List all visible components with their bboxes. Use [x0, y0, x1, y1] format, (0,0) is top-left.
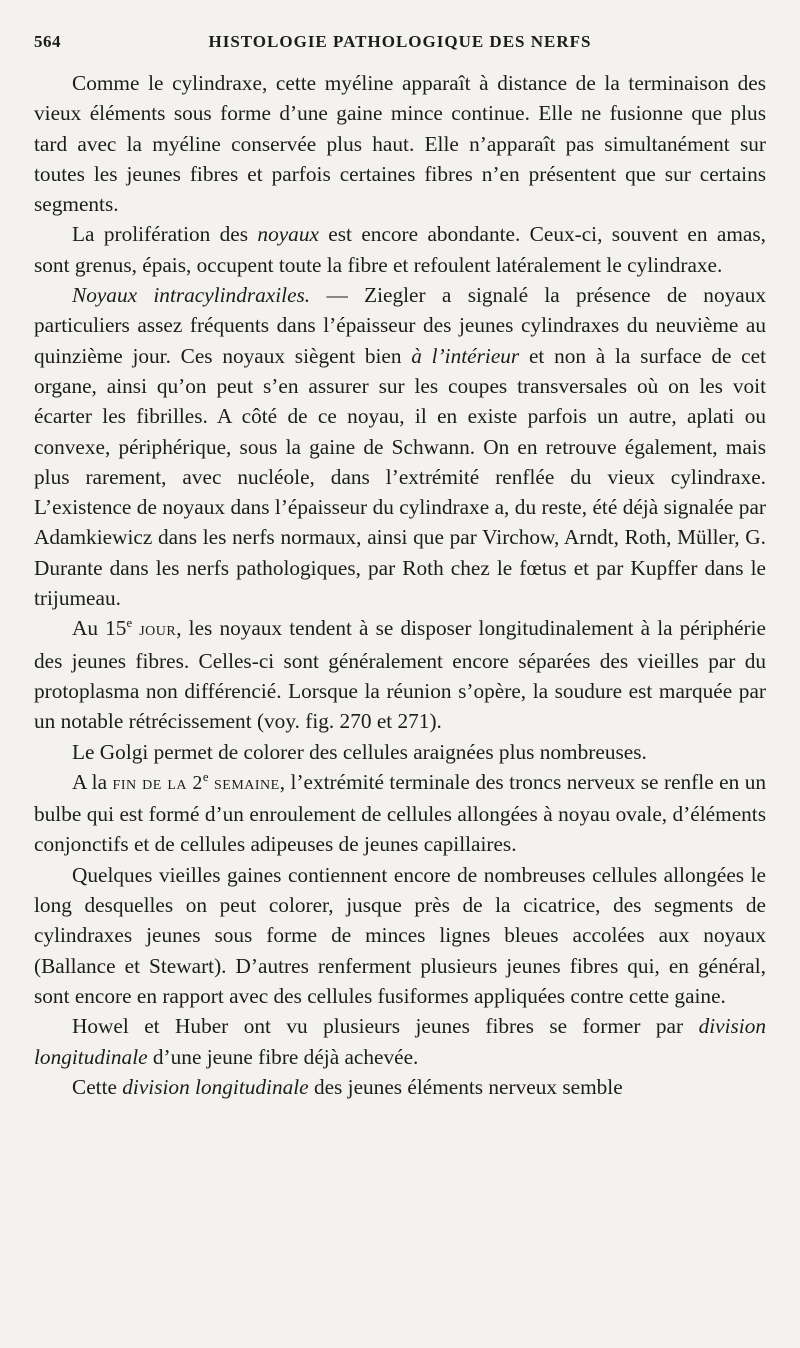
paragraph [34, 1011, 766, 1072]
paragraph [34, 280, 766, 613]
running-title: HISTOLOGIE PATHOLOGIQUE DES NERFS [208, 32, 592, 51]
paragraph [34, 219, 766, 280]
italic-text: Noyaux intracylindraxiles. [72, 283, 311, 308]
text-run: , les noyaux tendent à se disposer longitudinalement à la périphérie des jeunes fibres. Celles-ci sont généralement encore séparées des vieilles par du protoplasma non différencié. Lorsque la réunion s’opère, la soudure est marquée par un notable rétrécissement (voy. fig. 270 et 271). [34, 616, 767, 734]
italic-text: division longitudinale [34, 1014, 766, 1069]
text-run: Howel et Huber ont vu plusieurs jeunes fibres se former par [72, 1014, 699, 1039]
text-run: d’une jeune fibre déjà achevée. [147, 1044, 419, 1069]
text-run: est encore abondante. Ceux-ci, souvent en amas, sont grenus, épais, occupent toute la fibre et refoulent latéralement le cylindraxe. [34, 222, 766, 277]
italic-text: à l’intérieur [411, 343, 520, 368]
text-run: Comme le cylindraxe, cette myéline apparaît à distance de la terminaison des vieux éléments sous forme d’une gaine mince continue. Elle ne fusionne que plus tard avec la myéline conservée plus haut. Elle n’apparaît pas simultanément sur toutes les jeunes fibres et parfois certaines fibres n’en présentent que sur certains segments. [34, 71, 766, 217]
paragraph [34, 68, 766, 219]
page-number: 564 [34, 32, 61, 51]
text-run: Cette [72, 1074, 123, 1099]
small-caps-text: jour [139, 619, 177, 641]
small-caps-text: fin de la 2 [112, 772, 203, 794]
body-text [34, 68, 766, 1102]
superscript: e [202, 769, 209, 784]
paragraph [34, 613, 766, 736]
text-run: Quelques vieilles gaines contiennent encore de nombreuses cellules allongées le long desquelles on peut colorer, jusque près de la cicatrice, des segments de cylindraxes jeunes sous forme de minces lignes bleues accolées aux noyaux (Ballance et Stewart). D’autres renferment plusieurs jeunes fibres qui, en général, sont encore en rapport avec des cellules fusiformes appliquées contre cette gaine. [34, 862, 766, 1008]
text-run: , l’extrémité terminale des troncs nerveux se renfle en un bulbe qui est formé d’un enroulement de cellules allongées à noyau ovale, d’éléments conjonctifs et de cellules adipeuses de jeunes capillaires. [34, 769, 766, 857]
text-run: La prolifération des [72, 222, 258, 247]
text-run: Au 15 [72, 616, 127, 641]
text-run: Le Golgi permet de colorer des cellules araignées plus nombreuses. [72, 739, 647, 764]
superscript: e [126, 616, 133, 631]
text-run: A la [72, 769, 113, 794]
paragraph [34, 1072, 766, 1102]
running-head [34, 26, 766, 56]
paragraph [34, 767, 766, 860]
italic-text: noyaux [257, 222, 319, 247]
small-caps-text: semaine [214, 772, 280, 794]
italic-text: division longitudinale [122, 1074, 309, 1099]
paragraph [34, 737, 766, 767]
text-run: — Ziegler a signalé la présence de noyaux particuliers assez fréquents dans l’épaisseur des jeunes cylindraxes du neuvième au quinzième jour. Ces noyaux siègent bien [34, 283, 767, 368]
paragraph [34, 860, 766, 1011]
text-run: et non à la surface de cet organe, ainsi qu’on peut s’en assurer sur les coupes transversales où on les voit écarter les fibrilles. A côté de ce noyau, il en existe parfois un autre, aplati ou convexe, périphérique, sous la gaine de Schwann. On en retrouve également, mais plus rarement, avec nucléole, dans l’extrémité renflée du vieux cylindraxe. L’existence de noyaux dans l’épaisseur du cylindraxe a, du reste, été déjà signalée par Adamkiewicz dans les nerfs normaux, ainsi que par Virchow, Arndt, Roth, Müller, G. Durante dans les nerfs pathologiques, par Roth chez le fœtus et par Kupffer dans le trijumeau. [34, 343, 766, 611]
text-run: des jeunes éléments nerveux semble [308, 1074, 623, 1099]
